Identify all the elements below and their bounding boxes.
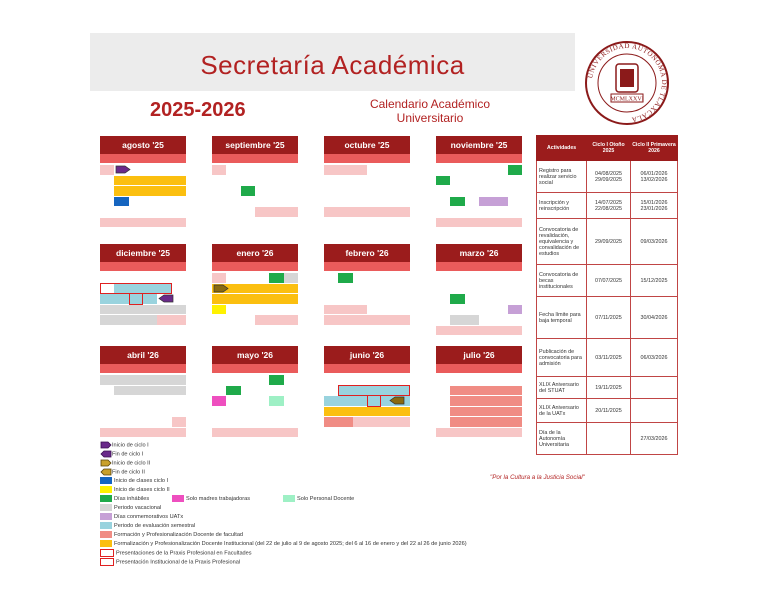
legend-item [100, 477, 168, 486]
cycle-1-cell: 19/11/2025 [587, 377, 631, 399]
legend-label: Inicio de ciclo II [112, 460, 151, 467]
legend-label: Fin de ciclo I [112, 451, 144, 458]
motto: "Por la Cultura a la Justicia Social" [490, 474, 585, 481]
calendar-mark [450, 294, 464, 304]
activity-cell: Convocatoria de becas institucionales [537, 265, 587, 297]
month-weekday-stripe [436, 262, 522, 271]
cycle-2-cell [630, 399, 677, 423]
calendar-mark [255, 315, 298, 325]
cycle-1-cell [587, 423, 631, 455]
activities-table [536, 135, 678, 455]
cycle-start-flag-icon [213, 284, 229, 293]
calendar-mark [241, 186, 255, 196]
legend-swatch [100, 531, 112, 538]
legend-label: Días conmemorativos UATx [114, 514, 184, 520]
table-row [537, 219, 678, 265]
cycle-1-cell: 03/11/2025 [587, 339, 631, 377]
month-header: febrero '26 [324, 244, 410, 262]
seal-text: UNIVERSIDAD AUTÓNOMA DE TLAXCALA [586, 41, 669, 124]
cycle-end-flag-icon [158, 294, 174, 303]
subtitle-line-2: Universitario [396, 111, 464, 125]
legend-swatch [100, 549, 114, 557]
table-row [537, 399, 678, 423]
month-header: junio '26 [324, 346, 410, 364]
header-activities: Actividades [537, 136, 587, 161]
month-weekday-stripe [324, 154, 410, 163]
month-weekday-stripe [100, 364, 186, 373]
table-row [537, 339, 678, 377]
month-block [212, 346, 298, 438]
calendar-mark [114, 186, 186, 196]
praxis-box [367, 395, 381, 407]
cycle-2-cell [630, 377, 677, 399]
activity-cell: Convocatoria de revalidación, equivalencia y convalidación de estudios [537, 219, 587, 265]
month-header: octubre '25 [324, 136, 410, 154]
month-block [212, 136, 298, 228]
calendar-mark [284, 273, 298, 283]
month-weekday-stripe [212, 262, 298, 271]
month-block [324, 346, 410, 438]
activity-cell: XLIX Aniversario de la UATx [537, 399, 587, 423]
legend-label: Formación y Profesionalización Docente de facultad [114, 532, 244, 538]
calendar-mark [157, 315, 186, 325]
page-title: Secretaría Académica [200, 50, 465, 80]
table-row [537, 265, 678, 297]
month-header: marzo '26 [436, 244, 522, 262]
calendar-mark [508, 305, 522, 315]
calendar-mark [508, 165, 522, 175]
cycle-2-cell: 06/03/2026 [630, 339, 677, 377]
calendar-mark [212, 428, 298, 438]
month-header: mayo '26 [212, 346, 298, 364]
table-row [537, 423, 678, 455]
calendar-mark [324, 417, 353, 427]
calendar-mark [324, 305, 367, 315]
month-header: abril '26 [100, 346, 186, 364]
calendar-mark [338, 273, 352, 283]
cycle-start-flag-icon [100, 459, 112, 467]
calendar-mark [212, 273, 226, 283]
legend-item [172, 495, 250, 504]
calendar-mark [212, 305, 226, 315]
calendar-mark [436, 218, 522, 228]
table-row [537, 297, 678, 339]
legend-item [100, 450, 143, 459]
cycle-end-flag-icon [389, 396, 405, 405]
legend-item [100, 540, 467, 549]
cycle-2-cell: 09/03/2026 [630, 219, 677, 265]
month-header: noviembre '25 [436, 136, 522, 154]
month-header: julio '26 [436, 346, 522, 364]
calendar-mark [436, 326, 522, 336]
calendar-mark [172, 417, 186, 427]
month-block [436, 346, 522, 438]
cycle-1-cell: 14/07/2025 22/08/2025 [587, 193, 631, 219]
month-block [436, 244, 522, 336]
month-block [100, 136, 186, 228]
legend-label: Periodo vacacional [114, 505, 162, 511]
calendar-mark [450, 197, 464, 207]
legend-item [100, 558, 240, 567]
month-weekday-stripe [212, 154, 298, 163]
calendar-mark [226, 386, 240, 396]
legend-item [100, 522, 195, 531]
calendar-mark [324, 315, 410, 325]
table-row [537, 377, 678, 399]
table-header-row [537, 136, 678, 161]
calendar-mark [269, 375, 283, 385]
legend-label: Presentación Institucional de la Praxis Profesional [116, 559, 241, 566]
cycle-1-cell: 07/11/2025 [587, 297, 631, 339]
calendar-mark [450, 417, 522, 427]
university-seal-icon [584, 40, 670, 126]
calendar-mark [100, 428, 186, 438]
calendar-mark [450, 407, 522, 417]
calendar-mark [436, 428, 522, 438]
calendar-mark [100, 165, 114, 175]
month-block [212, 244, 298, 336]
month-weekday-stripe [436, 364, 522, 373]
activity-cell: Inscripción y reinscripción [537, 193, 587, 219]
header-cycle-1: Ciclo I Otoño 2025 [587, 136, 631, 161]
legend-label: Inicio de clases ciclo II [114, 487, 170, 493]
calendar-mark [212, 165, 226, 175]
month-block [100, 346, 186, 438]
legend-swatch [283, 495, 295, 502]
activity-cell: Registro para realizar servicio social [537, 161, 587, 193]
cycle-start-flag-icon [115, 165, 131, 174]
month-block [436, 136, 522, 228]
calendar-mark [353, 417, 410, 427]
calendar-mark [255, 207, 298, 217]
legend-swatch [100, 477, 112, 484]
legend-item [100, 486, 170, 495]
calendar-mark [450, 386, 522, 396]
legend-swatch [100, 540, 112, 547]
subtitle-line-1: Calendario Académico [369, 97, 491, 111]
legend-label: Formalización y Profesionalización Docente Institucional (del 22 de julio al 9 de agosto 2025; del 6 al 16 de enero y del 22 al 26 de junio 2026) [114, 541, 467, 547]
calendar-mark [212, 396, 226, 406]
month-block [324, 136, 410, 228]
cycle-2-cell: 15/12/2025 [630, 265, 677, 297]
cycle-2-cell: 06/01/2026 13/02/2026 [630, 161, 677, 193]
calendar-mark [269, 273, 283, 283]
calendar-mark [114, 176, 186, 186]
cycle-2-cell: 15/01/2026 23/01/2026 [630, 193, 677, 219]
seal-year: MCMLXXVI [610, 96, 644, 103]
cycle-1-cell: 07/07/2025 [587, 265, 631, 297]
cycle-1-cell: 29/09/2025 [587, 219, 631, 265]
legend-label: Solo Personal Docente [297, 496, 355, 502]
legend-swatch [100, 495, 112, 502]
table-row [537, 161, 678, 193]
calendar-mark [450, 396, 522, 406]
month-weekday-stripe [100, 262, 186, 271]
calendar-mark [324, 207, 410, 217]
month-header: agosto '25 [100, 136, 186, 154]
calendar-mark [100, 305, 129, 315]
legend-item [283, 495, 354, 504]
calendar-mark [450, 315, 479, 325]
praxis-box [129, 293, 143, 305]
month-header: enero '26 [212, 244, 298, 262]
legend-item [100, 549, 252, 558]
activity-cell: Fecha límite para baja temporal [537, 297, 587, 339]
month-header: septiembre '25 [212, 136, 298, 154]
calendar-mark [324, 407, 410, 417]
month-block [100, 244, 186, 336]
legend-swatch [100, 504, 112, 511]
month-weekday-stripe [436, 154, 522, 163]
calendar-mark [100, 218, 186, 228]
month-weekday-stripe [100, 154, 186, 163]
legend-label: Periodo de evaluación semestral [114, 523, 196, 529]
cycle-end-flag-icon [100, 468, 112, 476]
legend-item [100, 513, 183, 522]
legend-label: Inicio de ciclo I [112, 442, 149, 449]
calendar-mark [100, 315, 157, 325]
legend-swatch [100, 558, 114, 566]
activity-cell: XLIX Aniversario del STUAT [537, 377, 587, 399]
legend-swatch [100, 522, 112, 529]
calendar-mark [436, 176, 450, 186]
legend-label: Solo madres trabajadoras [186, 496, 251, 502]
month-weekday-stripe [324, 364, 410, 373]
legend-item [100, 495, 149, 504]
legend-item [100, 468, 145, 477]
legend-label: Fin de ciclo II [112, 469, 145, 476]
legend-label: Días inhábiles [114, 496, 150, 502]
calendar-mark [129, 305, 186, 315]
legend-item [100, 441, 149, 450]
legend-item [100, 531, 243, 540]
legend-label: Inicio de clases ciclo I [114, 478, 169, 484]
activity-cell: Publicación de convocatoria para admisión [537, 339, 587, 377]
month-weekday-stripe [324, 262, 410, 271]
calendar-subtitle [340, 97, 520, 125]
activity-cell: Día de la Autonomía Universitaria [537, 423, 587, 455]
calendar-mark [114, 197, 128, 207]
month-weekday-stripe [212, 364, 298, 373]
calendar-mark [114, 386, 186, 396]
cycle-end-flag-icon [100, 450, 112, 458]
cycle-1-cell: 04/08/2025 29/09/2025 [587, 161, 631, 193]
legend-item [100, 504, 161, 513]
header-cycle-2: Ciclo II Primavera 2026 [630, 136, 677, 161]
legend-swatch [172, 495, 184, 502]
cycle-start-flag-icon [100, 441, 112, 449]
academic-year: 2025-2026 [150, 99, 246, 121]
table-row [537, 193, 678, 219]
calendar-mark [212, 294, 298, 304]
cycle-1-cell: 20/11/2025 [587, 399, 631, 423]
calendar-mark [269, 396, 283, 406]
legend-item [100, 459, 150, 468]
legend-swatch [100, 486, 112, 493]
legend-swatch [100, 513, 112, 520]
calendar-mark [479, 197, 508, 207]
calendar-mark [100, 375, 186, 385]
calendar-mark [324, 165, 367, 175]
month-block [324, 244, 410, 336]
legend-label: Presentaciones de la Praxis Profesional en Facultades [116, 550, 252, 557]
cycle-2-cell: 27/03/2026 [630, 423, 677, 455]
cycle-2-cell: 30/04/2026 [630, 297, 677, 339]
month-header: diciembre '25 [100, 244, 186, 262]
